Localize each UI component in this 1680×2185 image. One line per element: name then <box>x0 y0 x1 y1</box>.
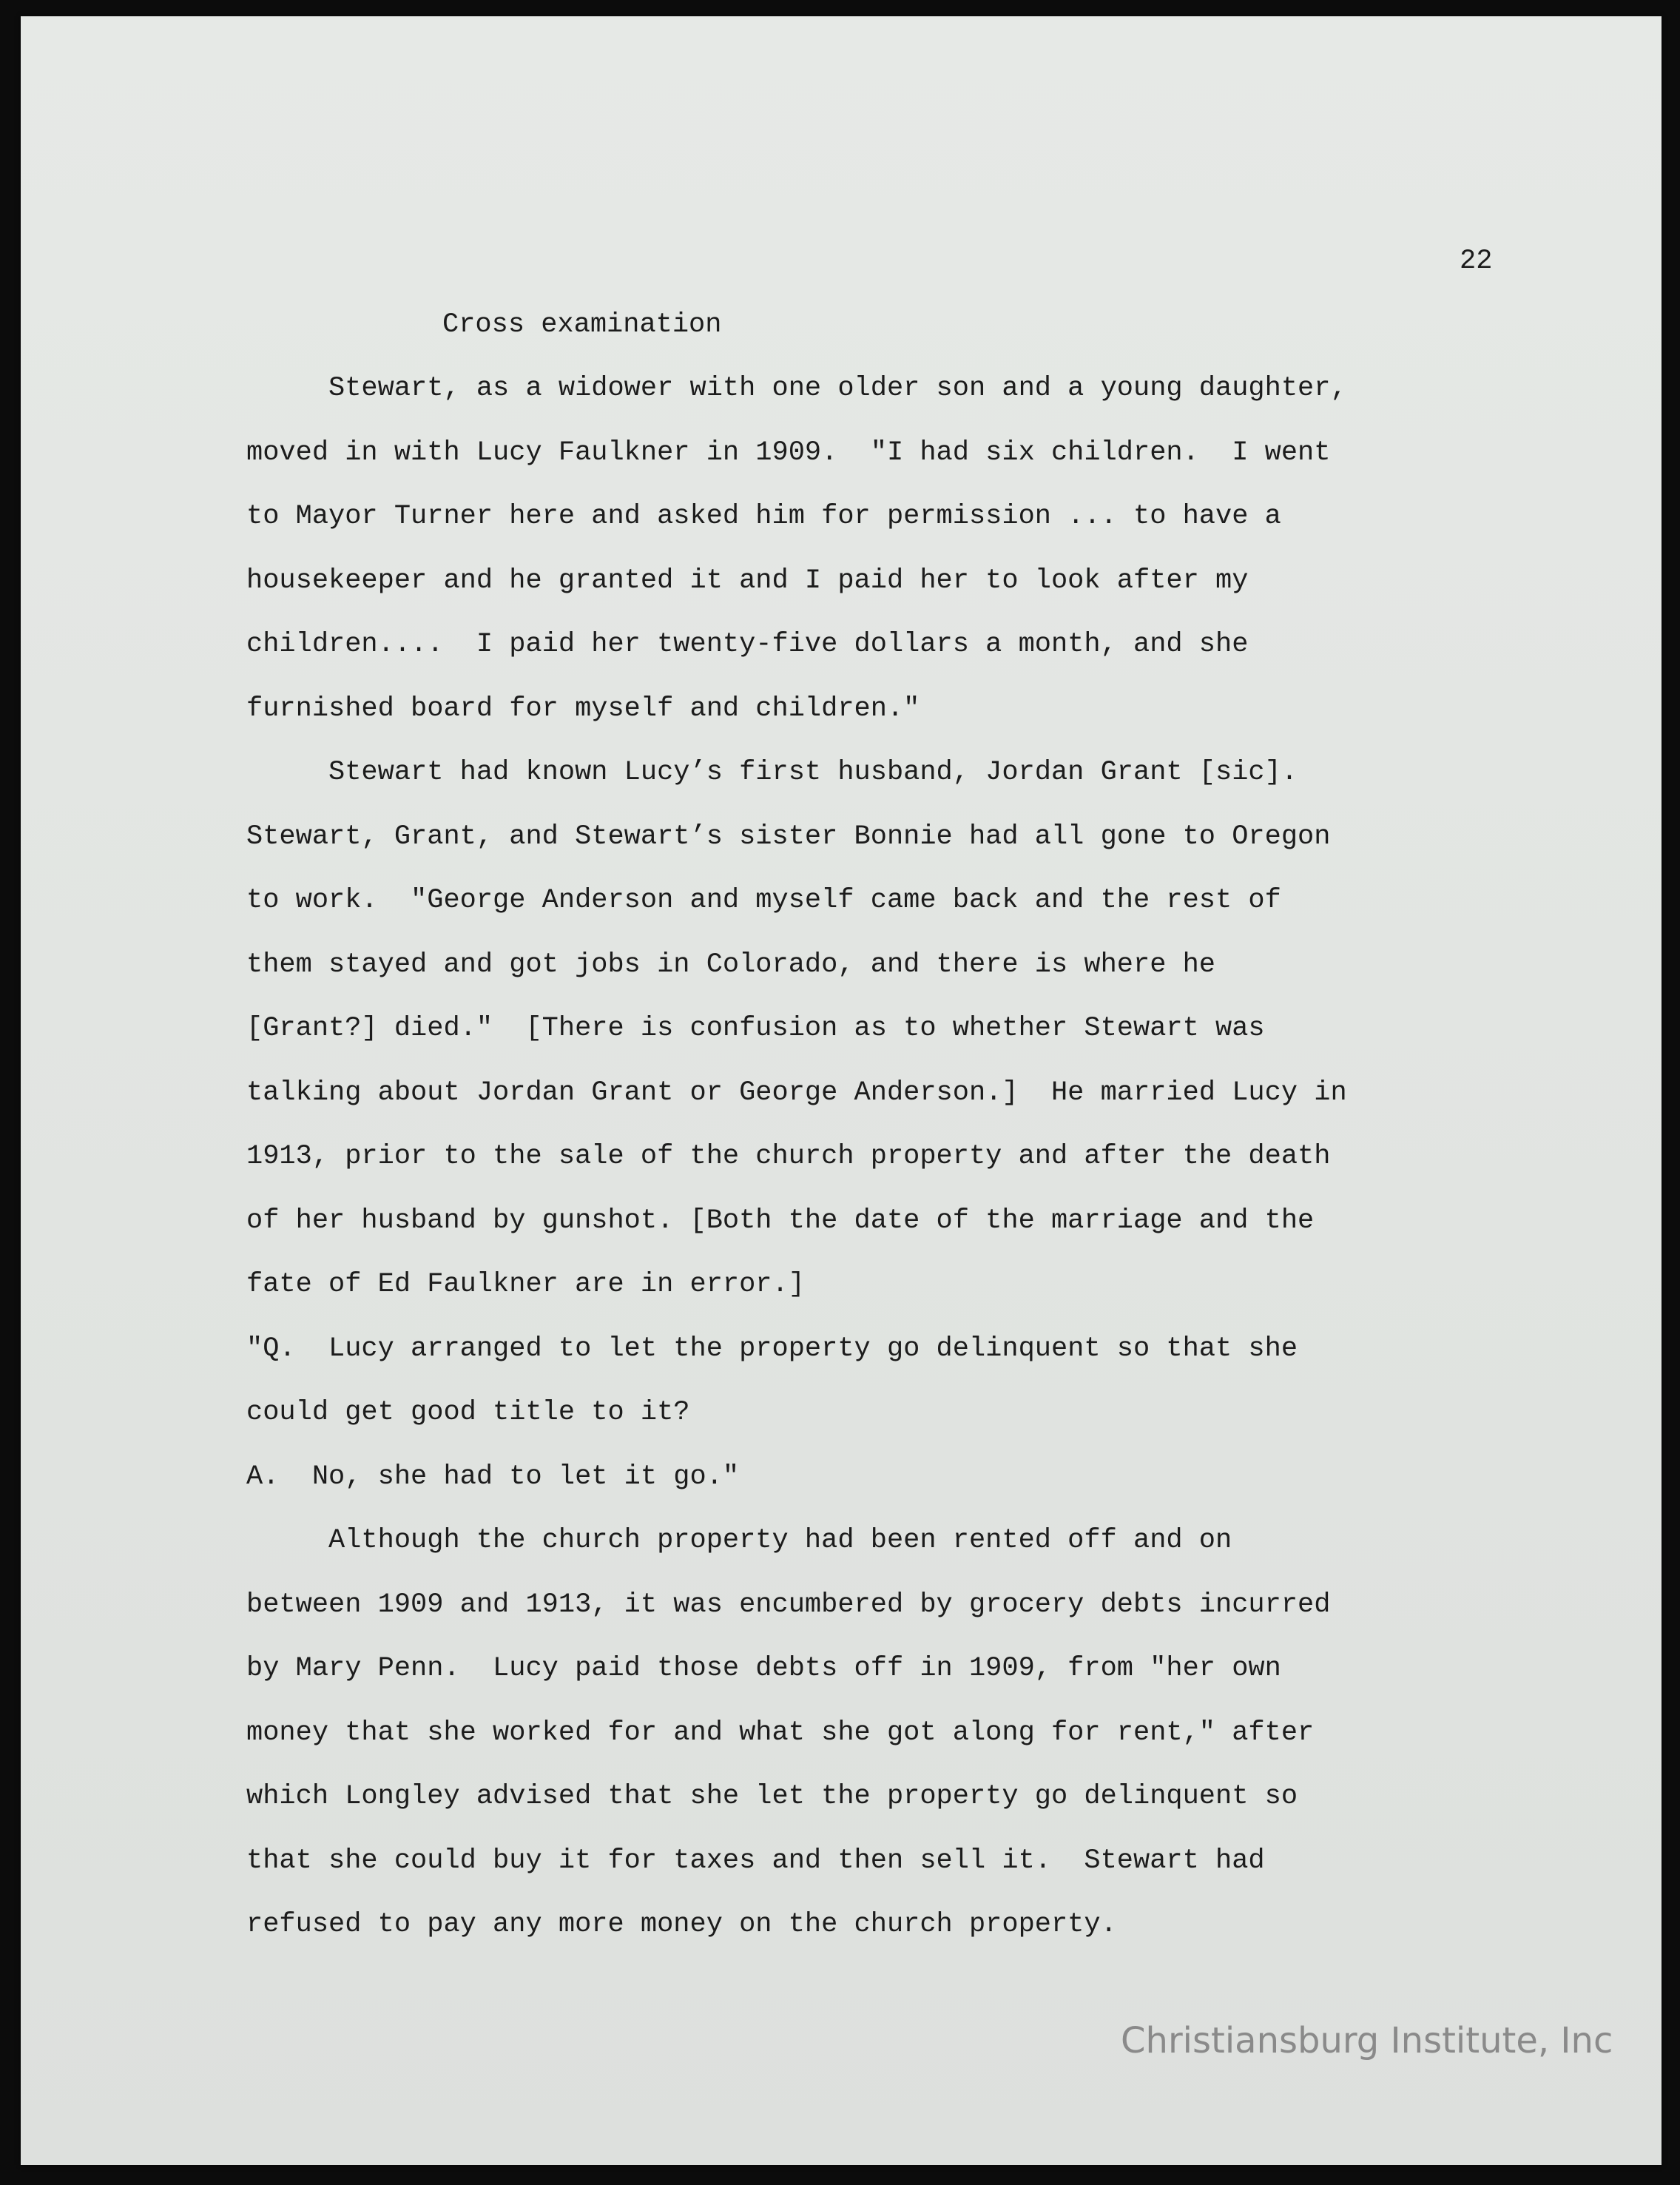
body-line: that she could buy it for taxes and then sell it. Stewart had <box>246 1845 1265 1876</box>
body-line: which Longley advised that she let the property go delinquent so <box>246 1781 1298 1812</box>
body-line: furnished board for myself and children." <box>246 693 920 724</box>
body-line: Stewart, Grant, and Stewart’s sister Bonnie had all gone to Oregon <box>246 821 1331 852</box>
body-line: of her husband by gunshot. [Both the date of the marriage and the <box>246 1205 1315 1236</box>
body-line: money that she worked for and what she got along for rent," after <box>246 1717 1315 1748</box>
body-line: 1913, prior to the sale of the church property and after the death <box>246 1141 1331 1172</box>
document-page <box>21 16 1662 2165</box>
body-line: [Grant?] died." [There is confusion as to whether Stewart was <box>246 1013 1265 1044</box>
body-line: moved in with Lucy Faulkner in 1909. "I had six children. I went <box>246 437 1331 468</box>
body-line: "Q. Lucy arranged to let the property go delinquent so that she <box>246 1333 1298 1364</box>
body-line: A. No, she had to let it go." <box>246 1461 740 1492</box>
body-line: to Mayor Turner here and asked him for permission ... to have a <box>246 501 1281 532</box>
body-line: by Mary Penn. Lucy paid those debts off in 1909, from "her own <box>246 1653 1281 1684</box>
body-line: refused to pay any more money on the church property. <box>246 1909 1117 1940</box>
body-line: to work. "George Anderson and myself came back and the rest of <box>246 885 1281 916</box>
section-heading: Cross examination <box>442 309 722 340</box>
body-line: could get good title to it? <box>246 1397 690 1428</box>
body-line: Stewart, as a widower with one older son and a young daughter, <box>246 373 1347 404</box>
body-line: Stewart had known Lucy’s first husband, Jordan Grant [sic]. <box>246 757 1298 788</box>
page-number: 22 <box>1460 246 1493 277</box>
body-line: between 1909 and 1913, it was encumbered by grocery debts incurred <box>246 1589 1331 1620</box>
body-line: housekeeper and he granted it and I paid her to look after my <box>246 565 1249 596</box>
body-line: Although the church property had been rented off and on <box>246 1525 1232 1556</box>
body-line: them stayed and got jobs in Colorado, and there is where he <box>246 949 1216 980</box>
body-line: children.... I paid her twenty-five dollars a month, and she <box>246 629 1249 660</box>
body-line: talking about Jordan Grant or George Anderson.] He married Lucy in <box>246 1077 1347 1108</box>
body-line: fate of Ed Faulkner are in error.] <box>246 1269 805 1300</box>
watermark-text: Christiansburg Institute, Inc <box>1121 2020 1613 2061</box>
